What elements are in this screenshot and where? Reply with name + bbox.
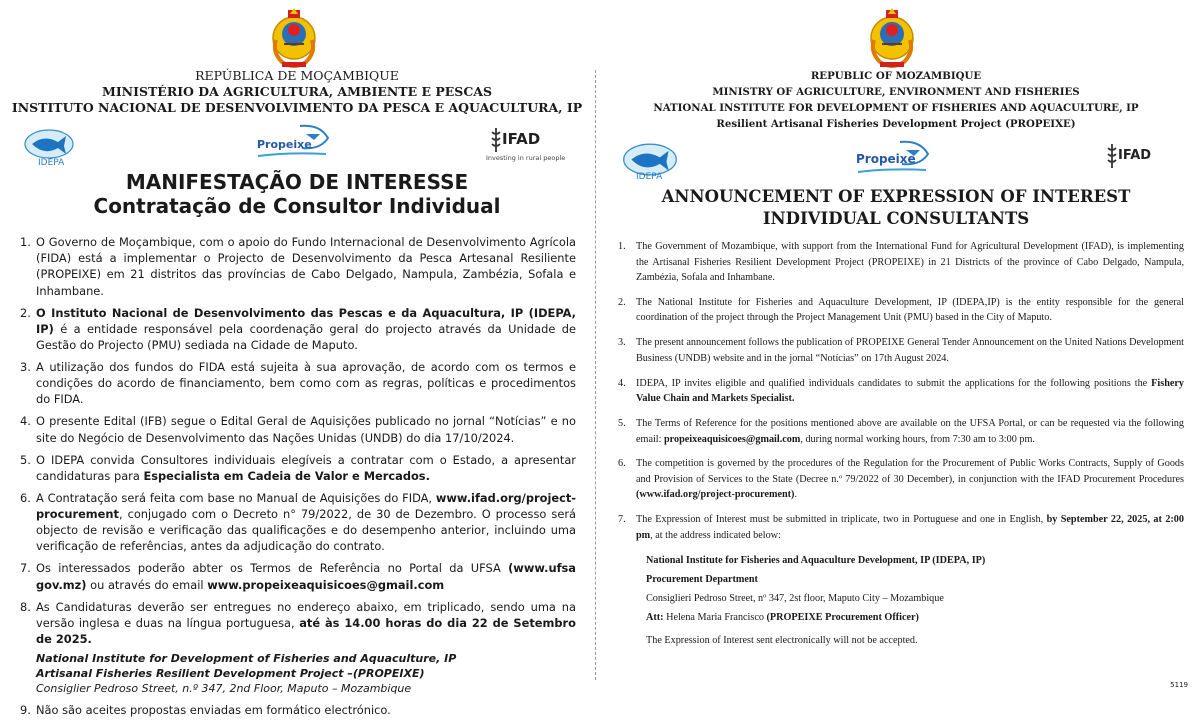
title-main: MANIFESTAÇÃO DE INTERESSE <box>125 170 469 194</box>
list-item: 8. As Candidaturas deverão ser entregues no endereço abaixo, em triplicado, sendo uma na versão inglesa e duas na língua portuguesa, até às 14.00 horas do dia 22 de Setembro de 2025. National Institute for Development of Fisheries and Aquaculture, IP Artisanal Fisheries Resilient Development Project –(PROPEIXE) Consiglier Pedroso Street, n.º 347, 2nd Floor, Maputo – Mozambique <box>20 599 576 696</box>
list-item: 5. The Terms of Reference for the positions mentioned above are available on the UFSA Portal, or can be requested via the following email: propeixeaquisicoes@gmail.com, during normal working hours, from 7:30 am to 3:00 pm. <box>618 418 1184 445</box>
list-item: 4. IDEPA, IP invites eligible and qualified individuals candidates to submit the applications for the following positions the Fishery Value Chain and Markets Specialist. <box>618 377 1184 405</box>
list-item: 9. Não são aceites propostas enviadas em formático electrónico. <box>20 703 391 718</box>
header-republic: REPUBLIC OF MOZAMBIQUE <box>810 70 982 82</box>
idepa-logo-text: IDEPA <box>38 158 65 168</box>
list-item: 6. The competition is governed by the procedures of the Regulation for the Procurement of Public Works Contracts, Supply of Goods and Provision of Services to the State (Decree n.º 79/2022 of 30 December), in conjunction with the IFAD Procurement Procedures (www.ifad.org/project-procurement). <box>618 458 1184 501</box>
list-item: 3. The present announcement follows the publication of PROPEIXE General Tender Announcement on the United Nations Development Business (UNDB) website and in the jornal “Notícias” on 17th August 2024. <box>618 337 1184 364</box>
list-item: 7. Os interessados poderão abter os Termos de Referência no Portal da UFSA (www.ufsa gov.mz) ou através do email www.propeixeaquisicoes@gmail.com <box>20 561 576 592</box>
column-divider <box>595 70 596 680</box>
right-header <box>598 68 1194 132</box>
left-header <box>0 68 594 116</box>
idepa-logo-text: IDEPA <box>636 172 663 182</box>
left-title <box>0 170 594 218</box>
header-ministry: MINISTÉRIO DA AGRICULTURA, AMBIENTE E PESCAS <box>102 84 492 99</box>
list-item: 1. The Government of Mozambique, with support from the International Fund for Agricultural Development (IFAD), is implementing the Artisanal Fisheries Resilient Development Project (PROPEIXE) in 21 Districts of the province of Cabo Delgado, Nampula, Zambézia, Sofala and Inhambane. <box>618 241 1184 283</box>
english-notice <box>598 0 1194 693</box>
title-sub: INDIVIDUAL CONSULTANTS <box>762 209 1030 228</box>
electronic-note: The Expression of Interest sent electronically will not be accepted. <box>646 635 918 647</box>
ifad-logo-text: IFAD <box>1118 148 1152 163</box>
list-item: 1. O Governo de Moçambique, com o apoio do Fundo Internacional de Desenvolvimento Agrícola (FIDA) está a implementar o Projecto de Desenvolvimento da Pesca Artesanal Resiliente (PROPEIXE) em 21 distritos das províncias de Cabo Delgado, Nampula, Zambézia, Sofala e Inhambane. <box>20 235 576 298</box>
title-main: ANNOUNCEMENT OF EXPRESSION OF INTEREST <box>661 187 1131 206</box>
title-sub: Contratação de Consultor Individual <box>93 194 501 218</box>
delivery-address: National Institute for Development of Fisheries and Aquaculture, IP Artisanal Fisheries Resilient Development Project –(PROPEIXE) Consiglier Pedroso Street, n.º 347, 2nd Floor, Maputo – Mozambique <box>36 652 457 696</box>
list-item: 3. A utilização dos fundos do FIDA está sujeita à sua aprovação, de acordo com os termos e condições do acordo de financiamento, bem como com as regras, políticas e procedimentos do FIDA. <box>20 360 576 407</box>
list-item: 2. O Instituto Nacional de Desenvolvimento das Pescas e da Aquacultura, IP (IDEPA, IP) é a entidade responsável pela coordenação geral do projecto através da Unidade de Gestão do Projecto (PMU) sediada na Cidade de Maputo. <box>20 305 576 353</box>
mozambique-emblem-icon <box>866 8 918 70</box>
propeixe-logo-text: Propeixe <box>856 152 916 166</box>
header-ministry: MINISTRY OF AGRICULTURE, ENVIRONMENT AND FISHERIES <box>712 86 1080 98</box>
header-project: Resilient Artisanal Fisheries Development Project (PROPEIXE) <box>716 118 1076 130</box>
right-items-list <box>618 239 1184 660</box>
list-item: 4. O presente Edital (IFB) segue o Edital Geral de Aquisições publicado no jornal “Notícias” e no site do Negócio de Desenvolvimento das Nações Unidas (UNDB) do dia 17/10/2024. <box>20 414 576 445</box>
header-republic: REPÚBLICA DE MOÇAMBIQUE <box>195 68 399 83</box>
list-item: 7. The Expression of Interest must be submitted in triplicate, two in Portuguese and one in English, by September 22, 2025, at 2:00 pm, at the address indicated below: National Institute for Fisheries and Aquaculture Development, IP (IDEPA, IP) Procurement Department Consiglieri Pedroso Street, nº 347, 2st floor, Maputo City – Mozambique Att: Helena Maria Francisco (PROPEIXE Procurement Officer) The Expression of Interest sent electronically will not be accepted. <box>618 512 1184 650</box>
header-institute: INSTITUTO NACIONAL DE DESENVOLVIMENTO DA PESCA E AQUACULTURA, IP <box>11 100 583 115</box>
header-institute: NATIONAL INSTITUTE FOR DEVELOPMENT OF FISHERIES AND AQUACULTURE, IP <box>653 102 1139 114</box>
list-item: 6. A Contratação será feita com base no Manual de Aquisições do FIDA, www.ifad.org/project-procurement, conjugado com o Decreto n° 79/2022, de 30 de Dezembro. O processo será objecto de revisão e verificação das qualificações e do desempenho anterior, incluindo uma verificação de referências, antes da adjudicação do contrato. <box>20 490 576 554</box>
ifad-logo-text: IFAD <box>502 130 541 148</box>
mozambique-emblem-icon <box>268 8 320 70</box>
propeixe-logo-text: Propeixe <box>257 138 312 151</box>
list-item: 2. The National Institute for Fisheries and Aquaculture Development, IP (IDEPA,IP) is the entity responsible for the general coordination of the project through the Project Management Unit (PMU) based in the City of Maputo. <box>618 296 1184 324</box>
portuguese-notice <box>0 0 594 718</box>
ifad-tagline: Investing in rural people <box>486 154 566 162</box>
list-item: 5. O IDEPA convida Consultores individuais elegíveis a contratar com o Estado, a apresentar candidaturas para Especialista em Cadeia de Valor e Mercados. <box>20 452 576 483</box>
delivery-address: National Institute for Fisheries and Aquaculture Development, IP (IDEPA, IP) Procurement Department Consiglieri Pedroso Street, nº 347, 2st floor, Maputo City – Mozambique Att: Helena Maria Francisco (PROPEIXE Procurement Officer) The Expression of Interest sent electronically will not be accepted. <box>636 551 1184 650</box>
right-title <box>598 186 1194 230</box>
left-items-list <box>20 234 576 724</box>
page-number: 5119 <box>1170 681 1188 689</box>
